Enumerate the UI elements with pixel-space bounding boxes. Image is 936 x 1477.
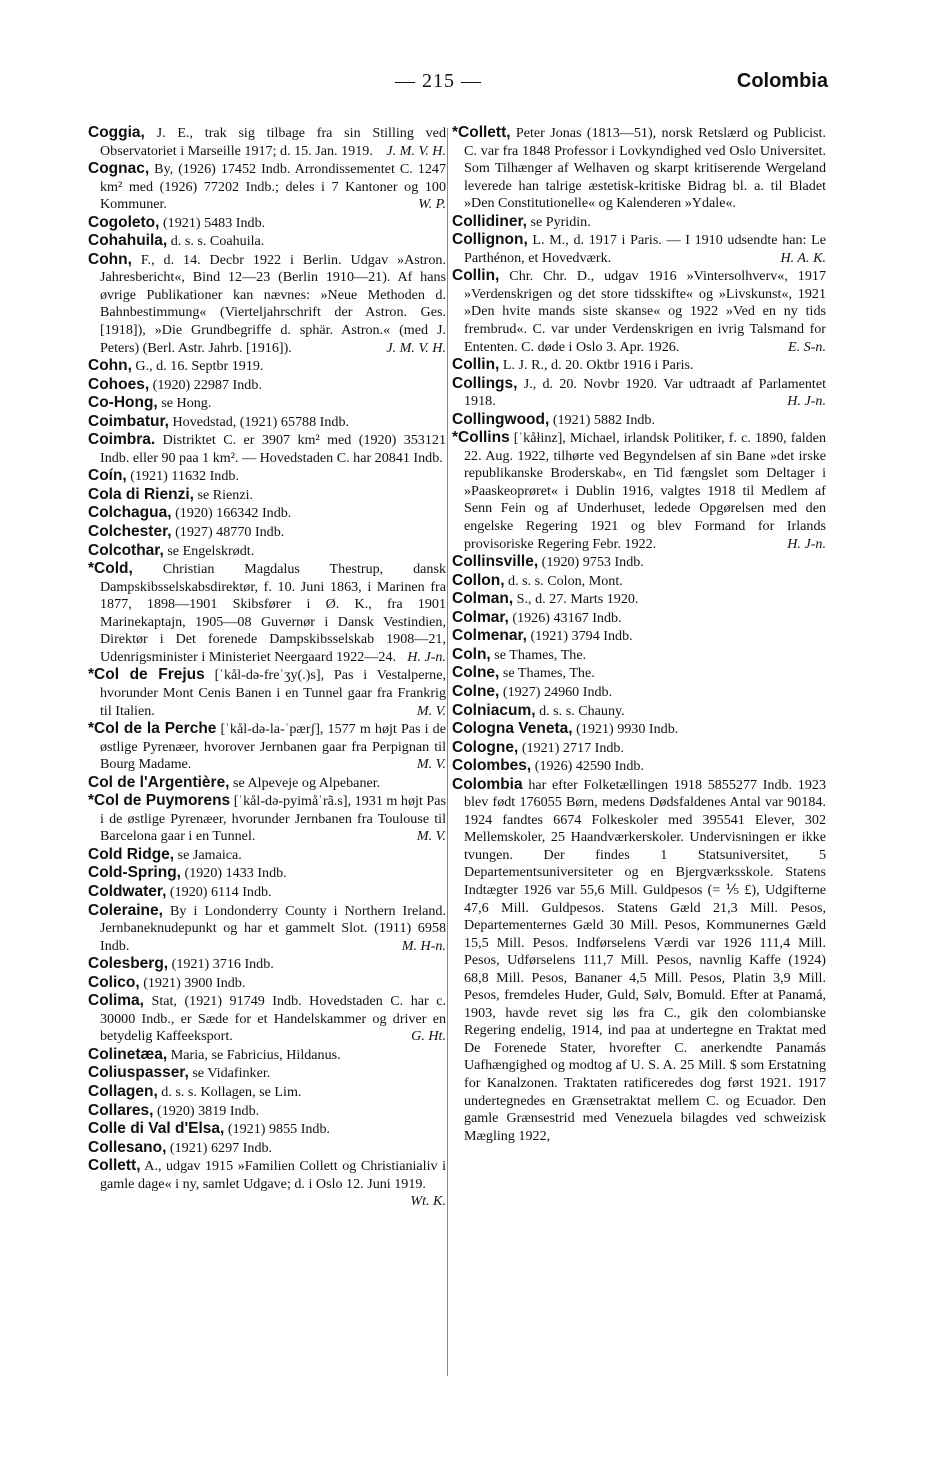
dictionary-entry bbox=[88, 1083, 446, 1102]
entry-headword: Cohoes, bbox=[88, 375, 150, 393]
entry-signature: M. V. bbox=[416, 756, 446, 773]
dictionary-entry bbox=[88, 413, 446, 432]
entry-headword: Cogoleto, bbox=[88, 213, 160, 231]
entry-text: (1920) 22987 Indb. bbox=[149, 376, 262, 393]
dictionary-entry bbox=[452, 590, 826, 609]
dictionary-entry bbox=[88, 1139, 446, 1158]
entry-headword: Collignon, bbox=[452, 231, 528, 249]
entry-headword: Collidiner, bbox=[452, 212, 527, 230]
entry-headword: Cologna Veneta, bbox=[452, 720, 573, 738]
dictionary-entry bbox=[88, 251, 446, 357]
entry-text: Distriktet C. er 3907 km² med (1920) 353121 Indb. eller 90 paa 1 km². — Hovedstaden C. har 20841 Indb. bbox=[100, 432, 446, 466]
entry-headword: Colle di Val d'Elsa, bbox=[88, 1120, 225, 1138]
entry-headword: Colesberg, bbox=[88, 955, 169, 973]
dictionary-entry bbox=[88, 467, 446, 486]
entry-text: (1921) 5882 Indb. bbox=[549, 411, 655, 428]
dictionary-entry bbox=[88, 232, 446, 251]
entry-headword: Coín, bbox=[88, 467, 127, 485]
entry-text: se Hong. bbox=[157, 395, 212, 412]
entry-headword: Collings, bbox=[452, 374, 518, 392]
entry-headword: Col de l'Argentière, bbox=[88, 773, 230, 791]
entry-text: [ˈkål-də-freˈʒy(.)s], Pas i Vestalperne, hvorunder Mont Cenis Banen i en Tunnel gaar fra Frankrig til Italien. bbox=[100, 667, 446, 719]
entry-headword: Colchester, bbox=[88, 523, 172, 541]
entry-headword: Coimbatur, bbox=[88, 412, 169, 430]
entry-headword: Co-Hong, bbox=[88, 394, 158, 412]
dictionary-entry bbox=[88, 394, 446, 413]
entry-headword: Coleraine, bbox=[88, 901, 163, 919]
entry-headword: Cold-Spring, bbox=[88, 864, 181, 882]
entry-headword: *Col de la Perche bbox=[88, 720, 217, 738]
entry-text: Hovedstad, (1921) 65788 Indb. bbox=[168, 413, 350, 430]
entry-headword: Collon, bbox=[452, 571, 505, 589]
entry-headword: *Cold, bbox=[88, 560, 133, 578]
dictionary-entry bbox=[88, 666, 446, 720]
dictionary-entry bbox=[452, 411, 826, 430]
entry-headword: Colcothar, bbox=[88, 541, 164, 559]
dictionary-entry bbox=[452, 572, 826, 591]
dictionary-entry bbox=[452, 757, 826, 776]
dictionary-entry bbox=[88, 902, 446, 956]
entry-text: se Alpeveje og Alpebaner. bbox=[229, 774, 381, 791]
entry-text: Stat, (1921) 91749 Indb. Hovedstaden C. har c. 30000 Indb., er Sæde for et Handelskammer og driver en betydelig Kaffeeksport. bbox=[100, 993, 446, 1045]
entry-headword: *Col de Frejus bbox=[88, 666, 205, 684]
entry-headword: Colombes, bbox=[452, 757, 532, 775]
dictionary-entry bbox=[88, 542, 446, 561]
dictionary-entry bbox=[452, 646, 826, 665]
entry-headword: Cola di Rienzi, bbox=[88, 485, 194, 503]
entry-headword: Colne, bbox=[452, 682, 500, 700]
dictionary-entry bbox=[88, 864, 446, 883]
entry-headword: Coggia, bbox=[88, 124, 145, 141]
entry-text: Peter Jonas (1813—51), norsk Retslærd og Publicist. C. var fra 1848 Professor i Lovkyndighed ved Oslo Universitet. Som Tilhænger af Welhaven og skarpt kritiserende Wergeland leverede han talrige æstetisk-kritiske Bidrag bl. a. til Bladet »Den Constitutionelle« og Kalenderen »Ydale«. bbox=[464, 125, 826, 212]
entry-headword: Collin, bbox=[452, 356, 500, 374]
entry-text: G., d. 16. Septbr 1919. bbox=[131, 358, 264, 375]
entry-text: [ˈkål-də-pyimåˈrã.s], 1931 m højt Pas i de østlige Pyrenæer, hvorunder Jernbanen fra Toulouse til Barcelona gaar i en Tunnel. bbox=[100, 793, 446, 845]
entry-text: (1920) 1433 Indb. bbox=[181, 865, 287, 882]
entry-text: By, (1926) 17452 Indb. Arrondissementet C. 1247 km² med (1926) 77202 Indb.; deles i 7 Kantoner og 100 Kommuner. bbox=[100, 161, 446, 213]
dictionary-entry bbox=[88, 214, 446, 233]
dictionary-entry bbox=[88, 846, 446, 865]
dictionary-entry bbox=[88, 1046, 446, 1065]
dictionary-entry bbox=[88, 720, 446, 774]
entry-headword: Colombia bbox=[452, 775, 523, 793]
dictionary-entry bbox=[452, 739, 826, 758]
entry-headword: Colico, bbox=[88, 973, 140, 991]
right-column bbox=[452, 124, 826, 1145]
dictionary-entry bbox=[452, 553, 826, 572]
entry-text: d. s. s. Colon, Mont. bbox=[504, 572, 623, 589]
entry-text: (1921) 11632 Indb. bbox=[126, 468, 239, 485]
dictionary-entry bbox=[452, 429, 826, 553]
entry-headword: *Collett, bbox=[452, 124, 511, 141]
dictionary-entry bbox=[452, 776, 826, 1145]
entry-headword: Cohn, bbox=[88, 357, 132, 375]
dictionary-entry bbox=[452, 375, 826, 411]
entry-text: (1921) 3900 Indb. bbox=[139, 974, 246, 991]
dictionary-entry bbox=[88, 124, 446, 160]
entry-headword: Collagen, bbox=[88, 1082, 158, 1100]
entry-headword: Collett, bbox=[88, 1157, 141, 1175]
dictionary-entry bbox=[88, 523, 446, 542]
entry-text: har efter Folketællingen 1918 5855277 Indb. 1923 blev født 176055 Børn, medens Dødsfaldenes Antal var 90184. 1924 fandtes 6674 Folkeskoler med 395541 Elever, 302 Mellemskoler, 25 Haandværkerskoler. Undervisningen er ikke tvungen. Der findes 1 Statsuniversitet, 5 Departementsuniversiteter og en Bjergværksskole. Statens Indtægter 1926 var 55,6 Mill. Guldpesos (= ⅕ £), Udgifterne 47,6 Mill. Guldpesos. Statens Gæld 21,3 Mill. Pesos, Departementernes Gæld 30 Mill. Pesos, Kommunernes Gæld 15,5 Mill. Pesos. Indførselens Værdi var 1926 111,4 Mill. Pesos, Udførselens 111,7 Mill. Pesos, navnlig Kaffe (1924) 68,8 Mill. Pesos, Bananer 4,5 Mill. Pesos, Platin 3,9 Mill. Pesos, fremdeles Huder, Guld, Sølv, Bomuld. Efter at Panamá, 1903, havde revet sig løs fra C., gik den colombianske Regering endelig, 1914, ind paa at undertegne en Traktat med De Forenede Stater, hvorefter C. anerkendte Panamás Uafhængighed og modtog af U. S. A. 25 Mill. $ som Erstatning for Kanalzonen. Traktaten ratificeredes dog først 1921. 1917 undertegnedes en Grænsetraktat mellem C. og Ecuador. Den gamle Grænsestrid med Venezuela bilagdes ved schweizisk Mægling 1922, bbox=[464, 776, 826, 1144]
entry-signature: H. A. K. bbox=[780, 249, 826, 266]
dictionary-entry bbox=[88, 486, 446, 505]
entry-headword: Cologne, bbox=[452, 738, 519, 756]
dictionary-entry bbox=[452, 609, 826, 628]
dictionary-entry bbox=[452, 231, 826, 267]
entry-headword: Colima, bbox=[88, 992, 144, 1010]
entry-text: S., d. 27. Marts 1920. bbox=[513, 591, 639, 608]
entry-headword: Collin, bbox=[452, 267, 500, 285]
entry-text: d. s. s. Coahuila. bbox=[167, 233, 265, 250]
entry-text: (1926) 42590 Indb. bbox=[531, 758, 644, 775]
entry-headword: Colman, bbox=[452, 590, 514, 608]
entry-text: (1921) 9930 Indb. bbox=[572, 721, 679, 738]
entry-text: (1921) 6297 Indb. bbox=[166, 1139, 273, 1156]
dictionary-entry bbox=[88, 1064, 446, 1083]
entry-signature: M. H-n. bbox=[401, 937, 446, 954]
entry-signature: G. Ht. bbox=[411, 1028, 446, 1045]
entry-text: (1921) 3716 Indb. bbox=[168, 956, 274, 973]
entry-signature: Wt. K. bbox=[410, 1193, 446, 1210]
dictionary-entry bbox=[88, 883, 446, 902]
entry-headword: Colinetæa, bbox=[88, 1045, 168, 1063]
dictionary-entry bbox=[452, 267, 826, 356]
entry-headword: Coln, bbox=[452, 645, 491, 663]
dictionary-entry bbox=[88, 974, 446, 993]
entry-signature: M. V. bbox=[416, 702, 446, 719]
column-divider bbox=[447, 128, 448, 1376]
entry-text: F., d. 14. Decbr 1922 i Berlin. Udgav »Astron. Jahresbericht«, Bind 12—23 (Berlin 1910—21). Af hans øvrige Publikationer kan nævnes: »Neue Methoden d. Bahnbestimmung« (Vierteljahrschrift der Astron. Ges. [1918]), »Die Grundbegriffe d. sphär. Astron.« (med J. Peters) (Berl. Astr. Jahrb. [1916]). bbox=[100, 251, 446, 356]
entry-text: By i Londonderry County i Northern Ireland. Jernbaneknudepunkt og har et gammelt Slot. (1911) 6958 Indb. bbox=[100, 902, 446, 954]
entry-text: (1920) 6114 Indb. bbox=[166, 883, 272, 900]
dictionary-entry bbox=[452, 720, 826, 739]
dictionary-entry bbox=[88, 955, 446, 974]
entry-text: Christian Magdalus Thestrup, dansk Dampskibsselskabsdirektør, f. 10. Juni 1863, i Marinen fra 1877, 1898—1901 Skibsfører i Ø. K., fra 1901 Marinekaptajn, 1905—08 Guvernør i Dansk Vestindien, Direktør i Det forenede Dampskibsselskab 1908—21, Udenrigsminister i Ministeriet Neergaard 1922—24. bbox=[100, 561, 446, 665]
dictionary-entry bbox=[452, 683, 826, 702]
entry-text: se Engelskrødt. bbox=[163, 542, 255, 559]
dictionary-entry bbox=[88, 560, 446, 666]
entry-headword: Coliuspasser, bbox=[88, 1064, 189, 1082]
entry-headword: Collinsville, bbox=[452, 553, 539, 571]
entry-headword: Collares, bbox=[88, 1101, 154, 1119]
dictionary-entry bbox=[88, 792, 446, 846]
entry-signature: J. M. V. H. bbox=[386, 142, 446, 159]
entry-text: (1926) 43167 Indb. bbox=[508, 609, 622, 626]
entry-text: se Rienzi. bbox=[193, 486, 254, 503]
dictionary-entry bbox=[88, 504, 446, 523]
entry-headword: Coimbra. bbox=[88, 431, 156, 449]
entry-signature: W. P. bbox=[418, 196, 446, 213]
entry-text: Maria, se Fabricius, Hildanus. bbox=[167, 1046, 341, 1063]
dictionary-entry bbox=[452, 664, 826, 683]
entry-text: (1921) 3794 Indb. bbox=[526, 628, 633, 645]
dictionary-entry bbox=[452, 702, 826, 721]
entry-headword: Colmenar, bbox=[452, 627, 527, 645]
entry-signature: J. M. V. H. bbox=[386, 339, 446, 356]
entry-text: se Vidafinker. bbox=[188, 1065, 271, 1082]
entry-headword: Cold Ridge, bbox=[88, 845, 175, 863]
page-number: — 215 — bbox=[395, 70, 482, 92]
dictionary-entry bbox=[88, 774, 446, 793]
entry-text: (1921) 5483 Indb. bbox=[159, 214, 266, 231]
entry-text: (1921) 9855 Indb. bbox=[224, 1121, 331, 1138]
dictionary-entry bbox=[88, 357, 446, 376]
dictionary-entry bbox=[452, 356, 826, 375]
entry-text: [ˈkål-də-la-ˈpærʃ], 1577 m højt Pas i de østlige Pyrenæer, hvorover Jernbanen gaar fra Perpignan til Bourg Madame. bbox=[100, 721, 446, 773]
entry-text: J., d. 20. Novbr 1920. Var udtraadt af Parlamentet 1918. bbox=[464, 375, 826, 410]
entry-signature: H. J-n. bbox=[407, 648, 446, 665]
entry-headword: Coldwater, bbox=[88, 882, 167, 900]
entry-headword: Cohahuila, bbox=[88, 232, 168, 250]
dictionary-entry bbox=[88, 160, 446, 214]
entry-text: A., udgav 1915 »Familien Collett og Christianialiv i gamle dage« i ny, samlet Udgave; d. i Oslo 12. Juni 1919. bbox=[100, 1158, 446, 1192]
entry-headword: Collesano, bbox=[88, 1138, 167, 1156]
entry-signature: H. J-n. bbox=[787, 393, 826, 410]
entry-signature: M. V. bbox=[416, 828, 446, 845]
left-column bbox=[88, 124, 446, 1211]
entry-text: (1920) 166342 Indb. bbox=[171, 505, 292, 522]
entry-text: J. E., trak sig tilbage fra sin Stilling ved Observatoriet i Marseille 1917; d. 15. Jan. 1919. bbox=[100, 125, 446, 159]
entry-signature: E. S-n. bbox=[788, 338, 826, 355]
entry-text: (1927) 48770 Indb. bbox=[171, 524, 285, 541]
entry-text: se Thames, The. bbox=[490, 646, 587, 663]
dictionary-entry bbox=[88, 376, 446, 395]
entry-text: Chr. Chr. D., udgav 1916 »Vintersolhverv«, 1917 »Verdenskrigen og det store tidsskifte« og »Livskunst«, 1921 »Den hvite mands siste skanse« og 1922 »Ved en ny tids frembrud«. C. var under Verdenskrigen en ivrig Talsmand for Ententen. C. døde i Oslo 3. Apr. 1926. bbox=[464, 268, 826, 355]
entry-headword: Cognac, bbox=[88, 160, 150, 178]
entry-signature: H. J-n. bbox=[787, 535, 826, 552]
entry-headword: *Col de Puymorens bbox=[88, 792, 231, 810]
entry-text: (1920) 3819 Indb. bbox=[153, 1102, 260, 1119]
dictionary-entry bbox=[88, 992, 446, 1046]
dictionary-entry bbox=[88, 1102, 446, 1121]
entry-text: (1921) 2717 Indb. bbox=[518, 739, 625, 756]
dictionary-entry bbox=[88, 431, 446, 467]
dictionary-entry bbox=[452, 627, 826, 646]
entry-headword: Collingwood, bbox=[452, 410, 550, 428]
entry-text: d. s. s. Chauny. bbox=[535, 702, 625, 719]
entry-text: (1920) 9753 Indb. bbox=[538, 554, 644, 571]
dictionary-entry bbox=[452, 124, 826, 213]
entry-text: (1927) 24960 Indb. bbox=[499, 683, 613, 700]
entry-text: L. M., d. 1917 i Paris. — I 1910 udsendte han: Le Parthénon, et Hovedværk. bbox=[464, 232, 826, 266]
page-header bbox=[0, 70, 936, 100]
entry-text: d. s. s. Kollagen, se Lim. bbox=[157, 1083, 302, 1100]
entry-headword: Colne, bbox=[452, 664, 500, 682]
entry-text: se Jamaica. bbox=[174, 846, 242, 863]
entry-text: L. J. R., d. 20. Oktbr 1916 i Paris. bbox=[499, 357, 694, 374]
entry-text: se Thames, The. bbox=[499, 665, 595, 682]
dictionary-entry bbox=[88, 1157, 446, 1211]
dictionary-entry bbox=[452, 213, 826, 232]
running-head: Colombia bbox=[736, 70, 828, 92]
entry-headword: *Collins bbox=[452, 429, 510, 447]
entry-headword: Cohn, bbox=[88, 250, 132, 268]
entry-headword: Colchagua, bbox=[88, 504, 172, 522]
entry-text: [ˈkåłinz], Michael, irlandsk Politiker, f. c. 1890, falden 22. Aug. 1922, tilhørte ved Begyndelsen af sin Bane »det irske republikanske Broderskab«, en Tid fængslet som Deltager i »Paaskeoprøret« i Dublin 1916, valgtes 1918 til Medlem af Senn Fein og af Underhuset, ledede Opgørelsen med den engelske Regering 1921 og blev Formand for Irlands provisoriske Regering Febr. 1922. bbox=[464, 430, 826, 552]
dictionary-entry bbox=[88, 1120, 446, 1139]
entry-headword: Colniacum, bbox=[452, 701, 536, 719]
entry-headword: Colmar, bbox=[452, 608, 509, 626]
entry-text: se Pyridin. bbox=[526, 213, 591, 230]
